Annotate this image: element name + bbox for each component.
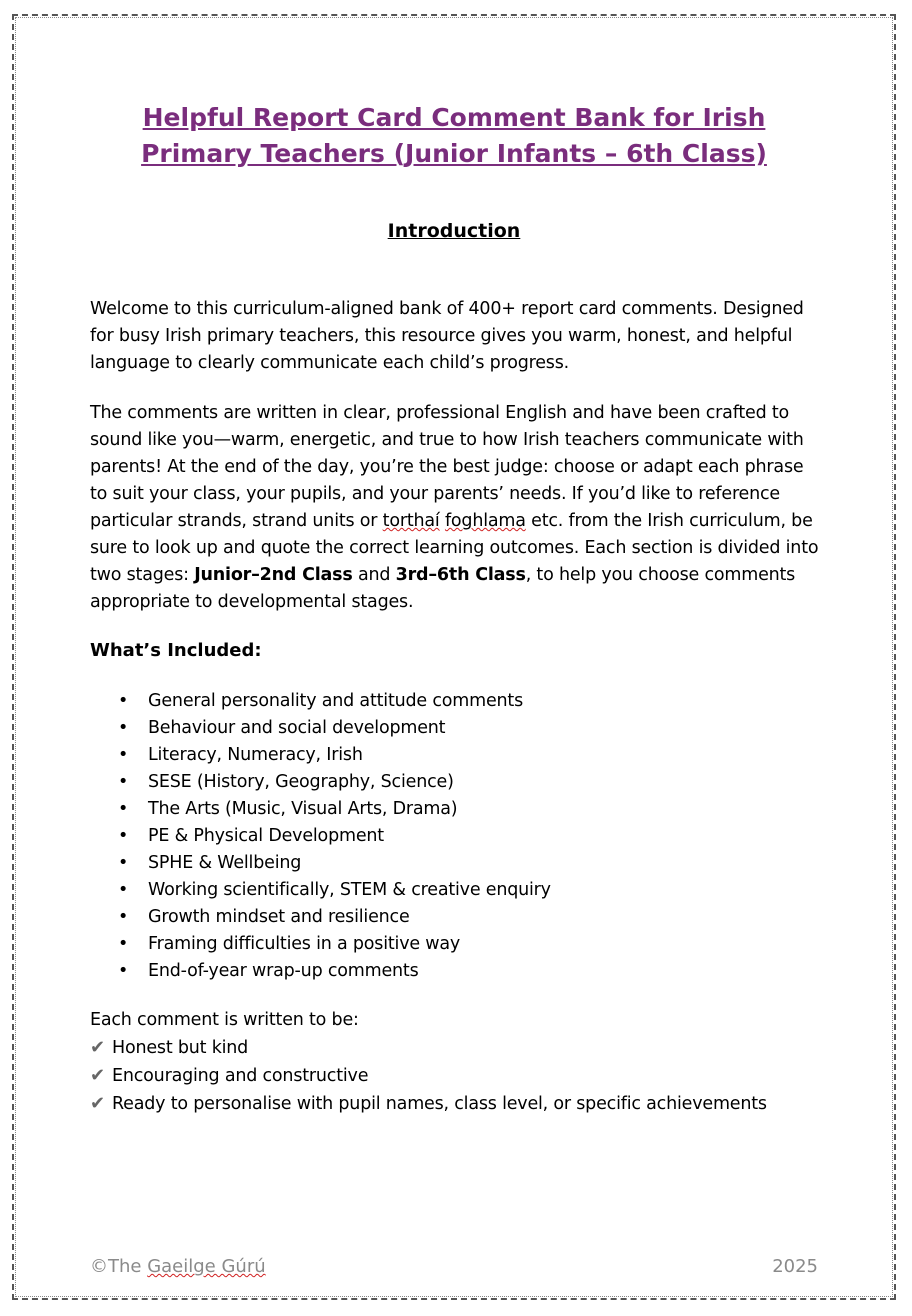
check-item-text: Encouraging and constructive (112, 1066, 369, 1086)
each-comment-intro: Each comment is written to be: (90, 1010, 359, 1030)
introduction-heading: Introduction (387, 220, 521, 242)
list-item: • Behaviour and social development (118, 715, 798, 742)
list-item: • SESE (History, Geography, Science) (118, 769, 798, 796)
list-item: • SPHE & Wellbeing (118, 850, 798, 877)
intro-paragraph-2 (90, 400, 825, 616)
check-item (90, 1090, 830, 1118)
check-list (90, 1034, 830, 1118)
list-item: • End-of-year wrap-up comments (118, 958, 798, 985)
spellcheck-word: torthaí (382, 511, 440, 531)
list-item: • Working scientifically, STEM & creative enquiry (118, 877, 798, 904)
check-item-text: Ready to personalise with pupil names, class level, or specific achievements (112, 1094, 767, 1114)
paragraph-text: etc. from the Irish curriculum, be sure to look up and quote the correct learning outcomes. Each section is divided into two stages: (90, 511, 819, 585)
check-icon: ✔ (90, 1065, 105, 1086)
check-item (90, 1034, 830, 1062)
intro-paragraph-1: Welcome to this curriculum-aligned bank of 400+ report card comments. Designed for busy Irish primary teachers, this resource gives you warm, honest, and helpful language to clearly communicate each child’s progress. (90, 299, 804, 373)
check-item-text: Honest but kind (112, 1038, 249, 1058)
list-item: • General personality and attitude comments (118, 688, 798, 715)
stage-junior: Junior–2nd Class (194, 565, 353, 585)
list-item: • Literacy, Numeracy, Irish (118, 742, 798, 769)
list-item: • Growth mindset and resilience (118, 904, 798, 931)
list-item: • Framing difficulties in a positive way (118, 931, 798, 958)
footer-copyright (90, 1256, 266, 1277)
stage-senior: 3rd–6th Class (395, 565, 526, 585)
list-item: • The Arts (Music, Visual Arts, Drama) (118, 796, 798, 823)
document-title: Helpful Report Card Comment Bank for Irish Primary Teachers (Junior Infants – 6th Class) (141, 103, 767, 168)
paragraph-text: and (352, 565, 396, 585)
whats-included-heading: What’s Included: (90, 640, 262, 661)
spellcheck-word: foghlama (444, 511, 526, 531)
included-list (118, 688, 798, 985)
paragraph-text: , to help you choose comments appropriate to developmental stages. (90, 565, 796, 612)
footer-author: Gaeilge Gúrú (147, 1256, 266, 1277)
list-item: • PE & Physical Development (118, 823, 798, 850)
check-icon: ✔ (90, 1037, 105, 1058)
check-item (90, 1062, 830, 1090)
footer-year: 2025 (772, 1256, 818, 1277)
paragraph-text: The comments are written in clear, professional English and have been crafted to sound like you—warm, energetic, and true to how Irish teachers communicate with parents! At the end of the day, you’re the best judge: choose or adapt each phrase to suit your class, your pupils, and your parents’ needs. If you’d like to reference particular strands, strand units or (90, 403, 804, 531)
copyright-prefix: ©The (90, 1256, 148, 1277)
check-icon: ✔ (90, 1093, 105, 1114)
